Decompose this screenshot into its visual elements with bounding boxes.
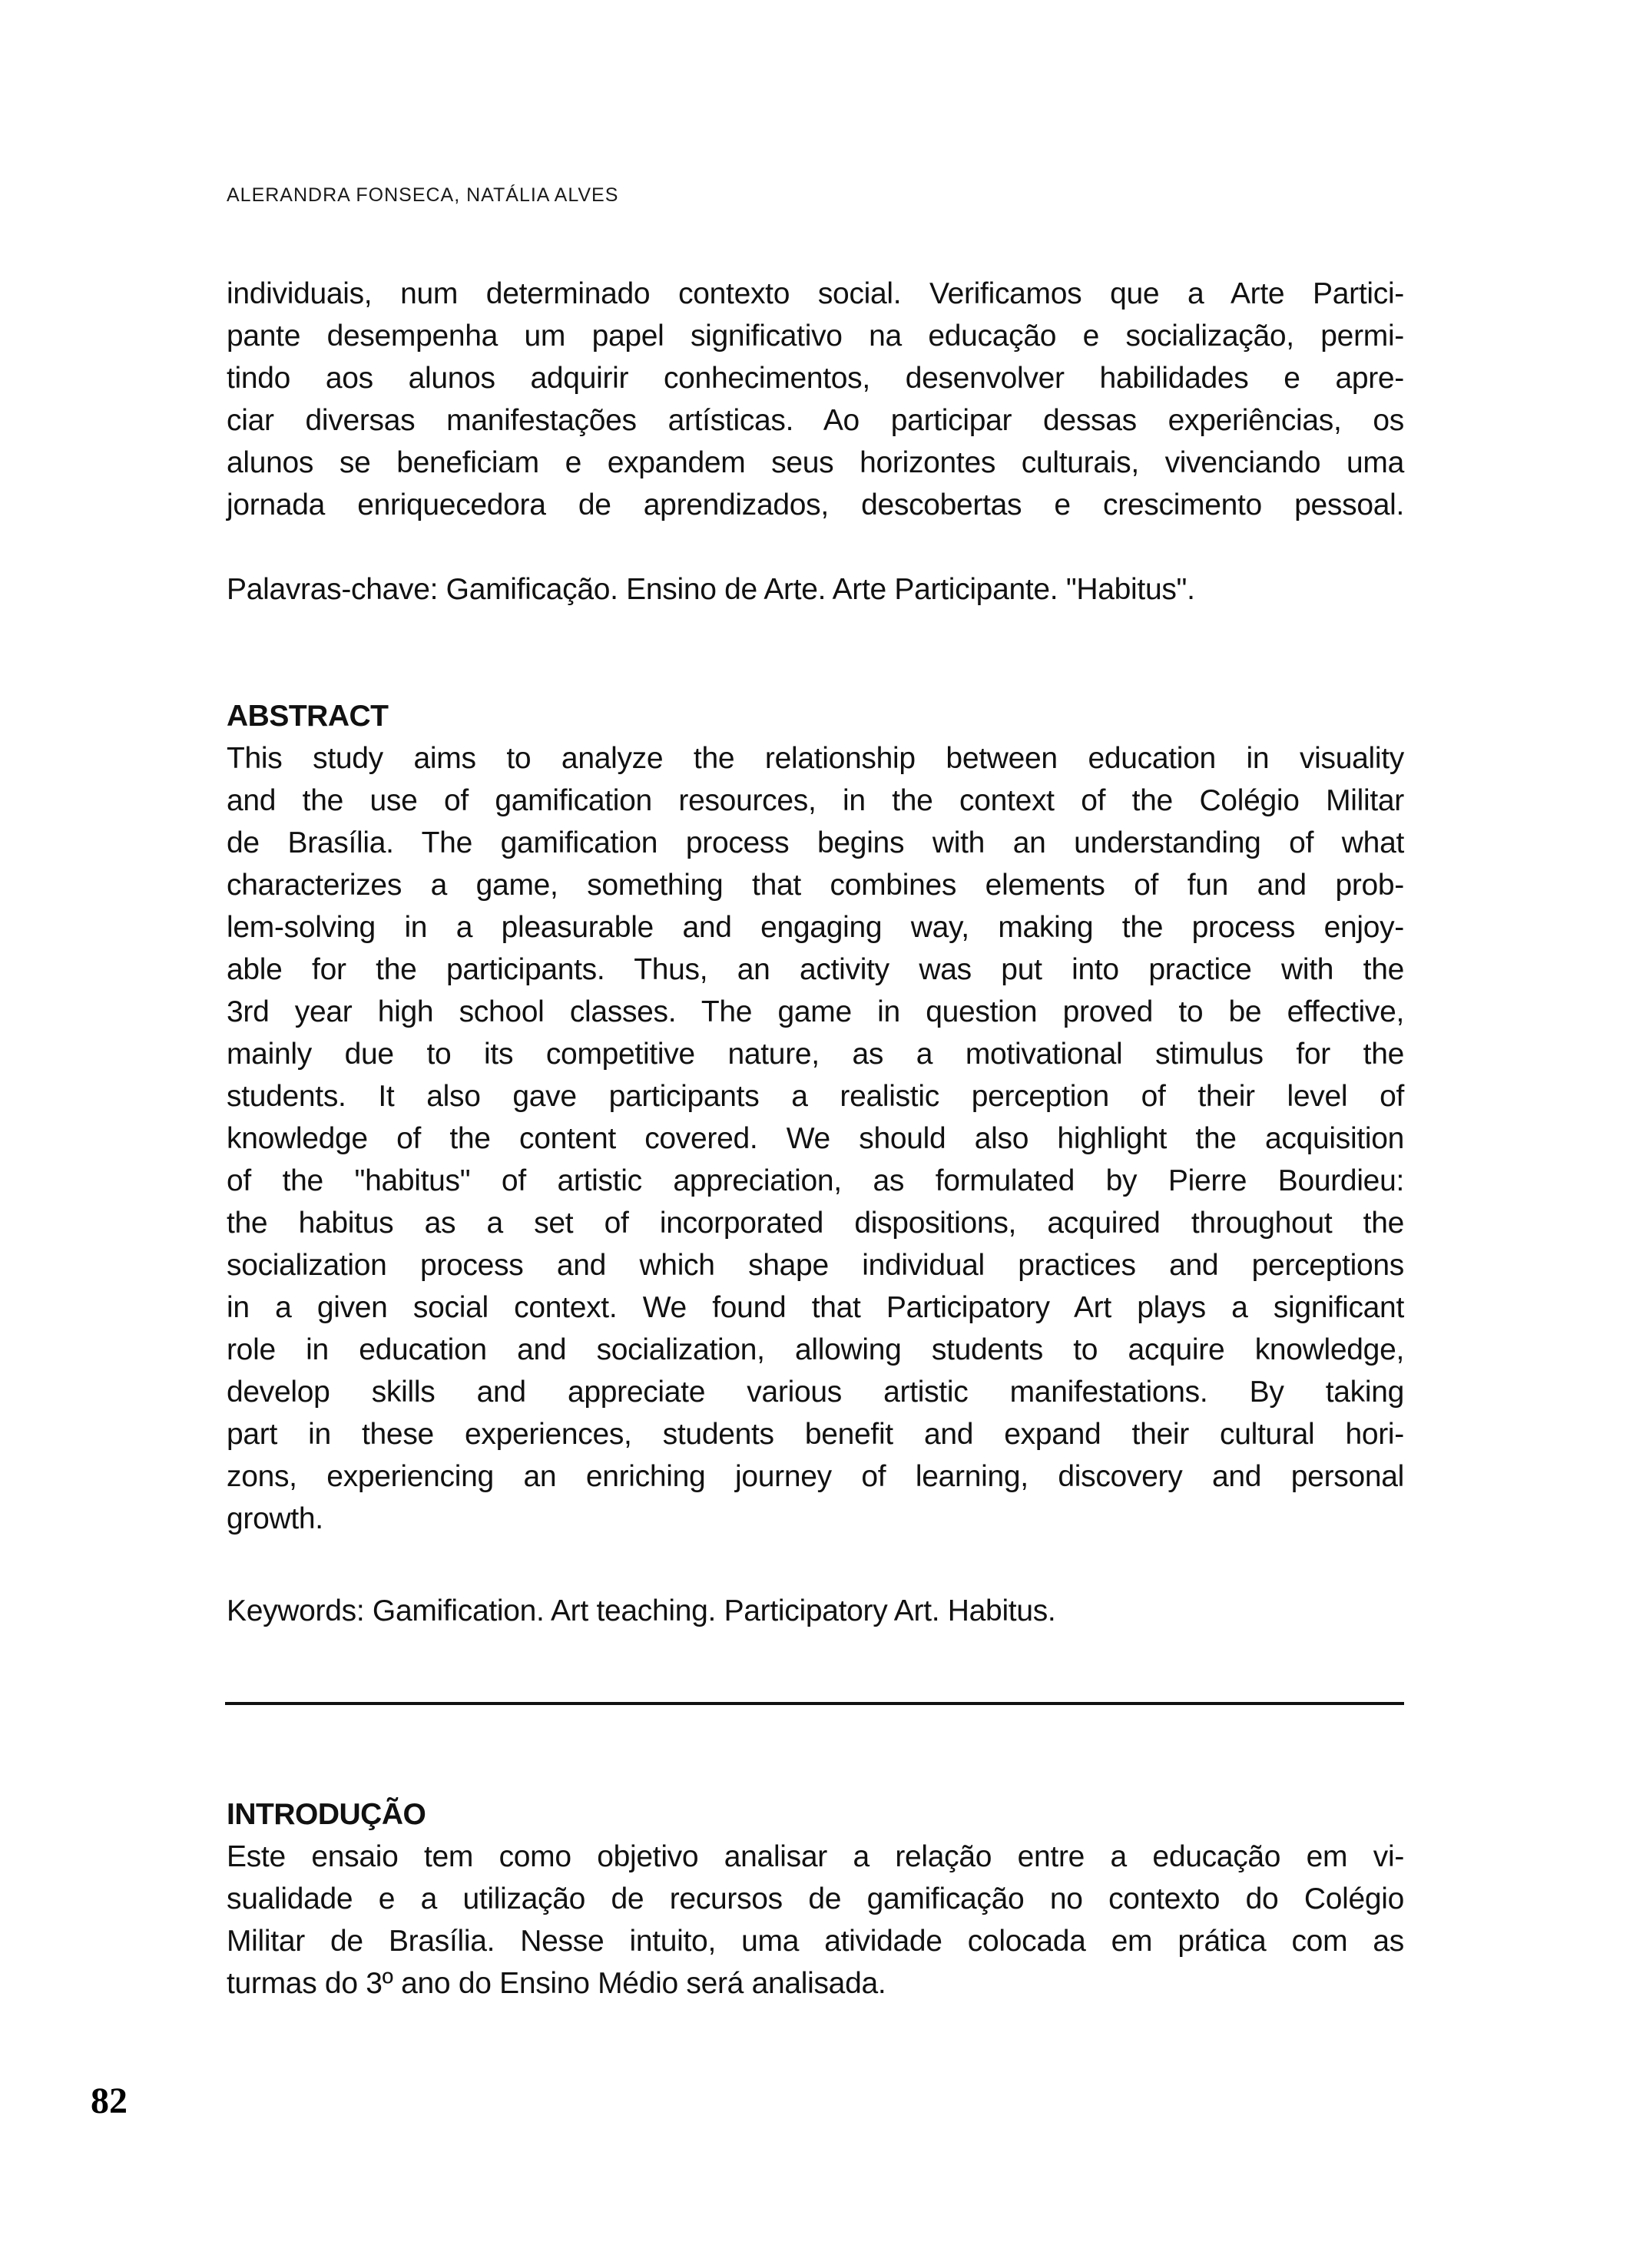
abstract-heading: ABSTRACT: [227, 700, 389, 733]
introducao-line: sualidade e a utilização de recursos de gamificação no contexto do Colégio: [227, 1882, 1404, 1915]
abstract-line: part in these experiences, students benefit and expand their cultural hori-: [227, 1418, 1404, 1451]
palavras-chave-text: Palavras-chave: Gamificação. Ensino de Arte. Arte Participante. "Habitus".: [227, 573, 1195, 606]
page-number: 82: [91, 2081, 128, 2121]
abstract-line: develop skills and appreciate various artistic manifestations. By taking: [227, 1376, 1404, 1409]
resumo-line: tindo aos alunos adquirir conhecimentos, desenvolver habilidades e apre-: [227, 362, 1404, 395]
resumo-line: jornada enriquecedora de aprendizados, descobertas e crescimento pessoal.: [227, 488, 1404, 521]
running-header-authors: ALERANDRA FONSECA, NATÁLIA ALVES: [227, 184, 619, 206]
abstract-line: socialization process and which shape individual practices and perceptions: [227, 1249, 1404, 1282]
resumo-line: alunos se beneficiam e expandem seus horizontes culturais, vivenciando uma: [227, 446, 1404, 479]
abstract-line: and the use of gamification resources, in the context of the Colégio Militar: [227, 784, 1404, 817]
abstract-section: [227, 695, 1404, 1540]
resumo-continuation: [227, 273, 1404, 526]
abstract-line: zons, experiencing an enriching journey of learning, discovery and personal: [227, 1460, 1404, 1493]
abstract-line: lem-solving in a pleasurable and engaging way, making the process enjoy-: [227, 911, 1404, 944]
abstract-keywords-text: Keywords: Gamification. Art teaching. Participatory Art. Habitus.: [227, 1594, 1056, 1627]
abstract-line: 3rd year high school classes. The game in question proved to be effective,: [227, 995, 1404, 1028]
resumo-line: individuais, num determinado contexto social. Verificamos que a Arte Partici-: [227, 277, 1404, 310]
abstract-line: de Brasília. The gamification process begins with an understanding of what: [227, 826, 1404, 859]
resumo-line: ciar diversas manifestações artísticas. Ao participar dessas experiências, os: [227, 404, 1404, 437]
abstract-line: knowledge of the content covered. We should also highlight the acquisition: [227, 1122, 1404, 1155]
section-divider: [225, 1702, 1404, 1705]
introducao-line: Este ensaio tem como objetivo analisar a relação entre a educação em vi-: [227, 1840, 1404, 1873]
abstract-line: mainly due to its competitive nature, as a motivational stimulus for the: [227, 1038, 1404, 1071]
introducao-section: [227, 1793, 1404, 2005]
resumo-line: pante desempenha um papel significativo na educação e socialização, permi-: [227, 320, 1404, 353]
palavras-chave: [227, 568, 1404, 611]
abstract-line: This study aims to analyze the relationship between education in visuality: [227, 742, 1404, 775]
introducao-line: Militar de Brasília. Nesse intuito, uma atividade colocada em prática com as: [227, 1925, 1404, 1958]
abstract-line: in a given social context. We found that Participatory Art plays a significant: [227, 1291, 1404, 1324]
abstract-line: of the "habitus" of artistic appreciation, as formulated by Pierre Bourdieu:: [227, 1164, 1404, 1197]
abstract-line: role in education and socialization, allowing students to acquire knowledge,: [227, 1333, 1404, 1366]
abstract-line: characterizes a game, something that combines elements of fun and prob-: [227, 869, 1404, 902]
abstract-line: the habitus as a set of incorporated dispositions, acquired throughout the: [227, 1207, 1404, 1240]
introducao-heading: INTRODUÇÃO: [227, 1798, 426, 1831]
abstract-line: growth.: [227, 1502, 323, 1535]
abstract-keywords: [227, 1590, 1404, 1632]
abstract-line: able for the participants. Thus, an activity was put into practice with the: [227, 953, 1404, 986]
abstract-line: students. It also gave participants a realistic perception of their level of: [227, 1080, 1404, 1113]
introducao-line: turmas do 3º ano do Ensino Médio será analisada.: [227, 1967, 886, 2000]
